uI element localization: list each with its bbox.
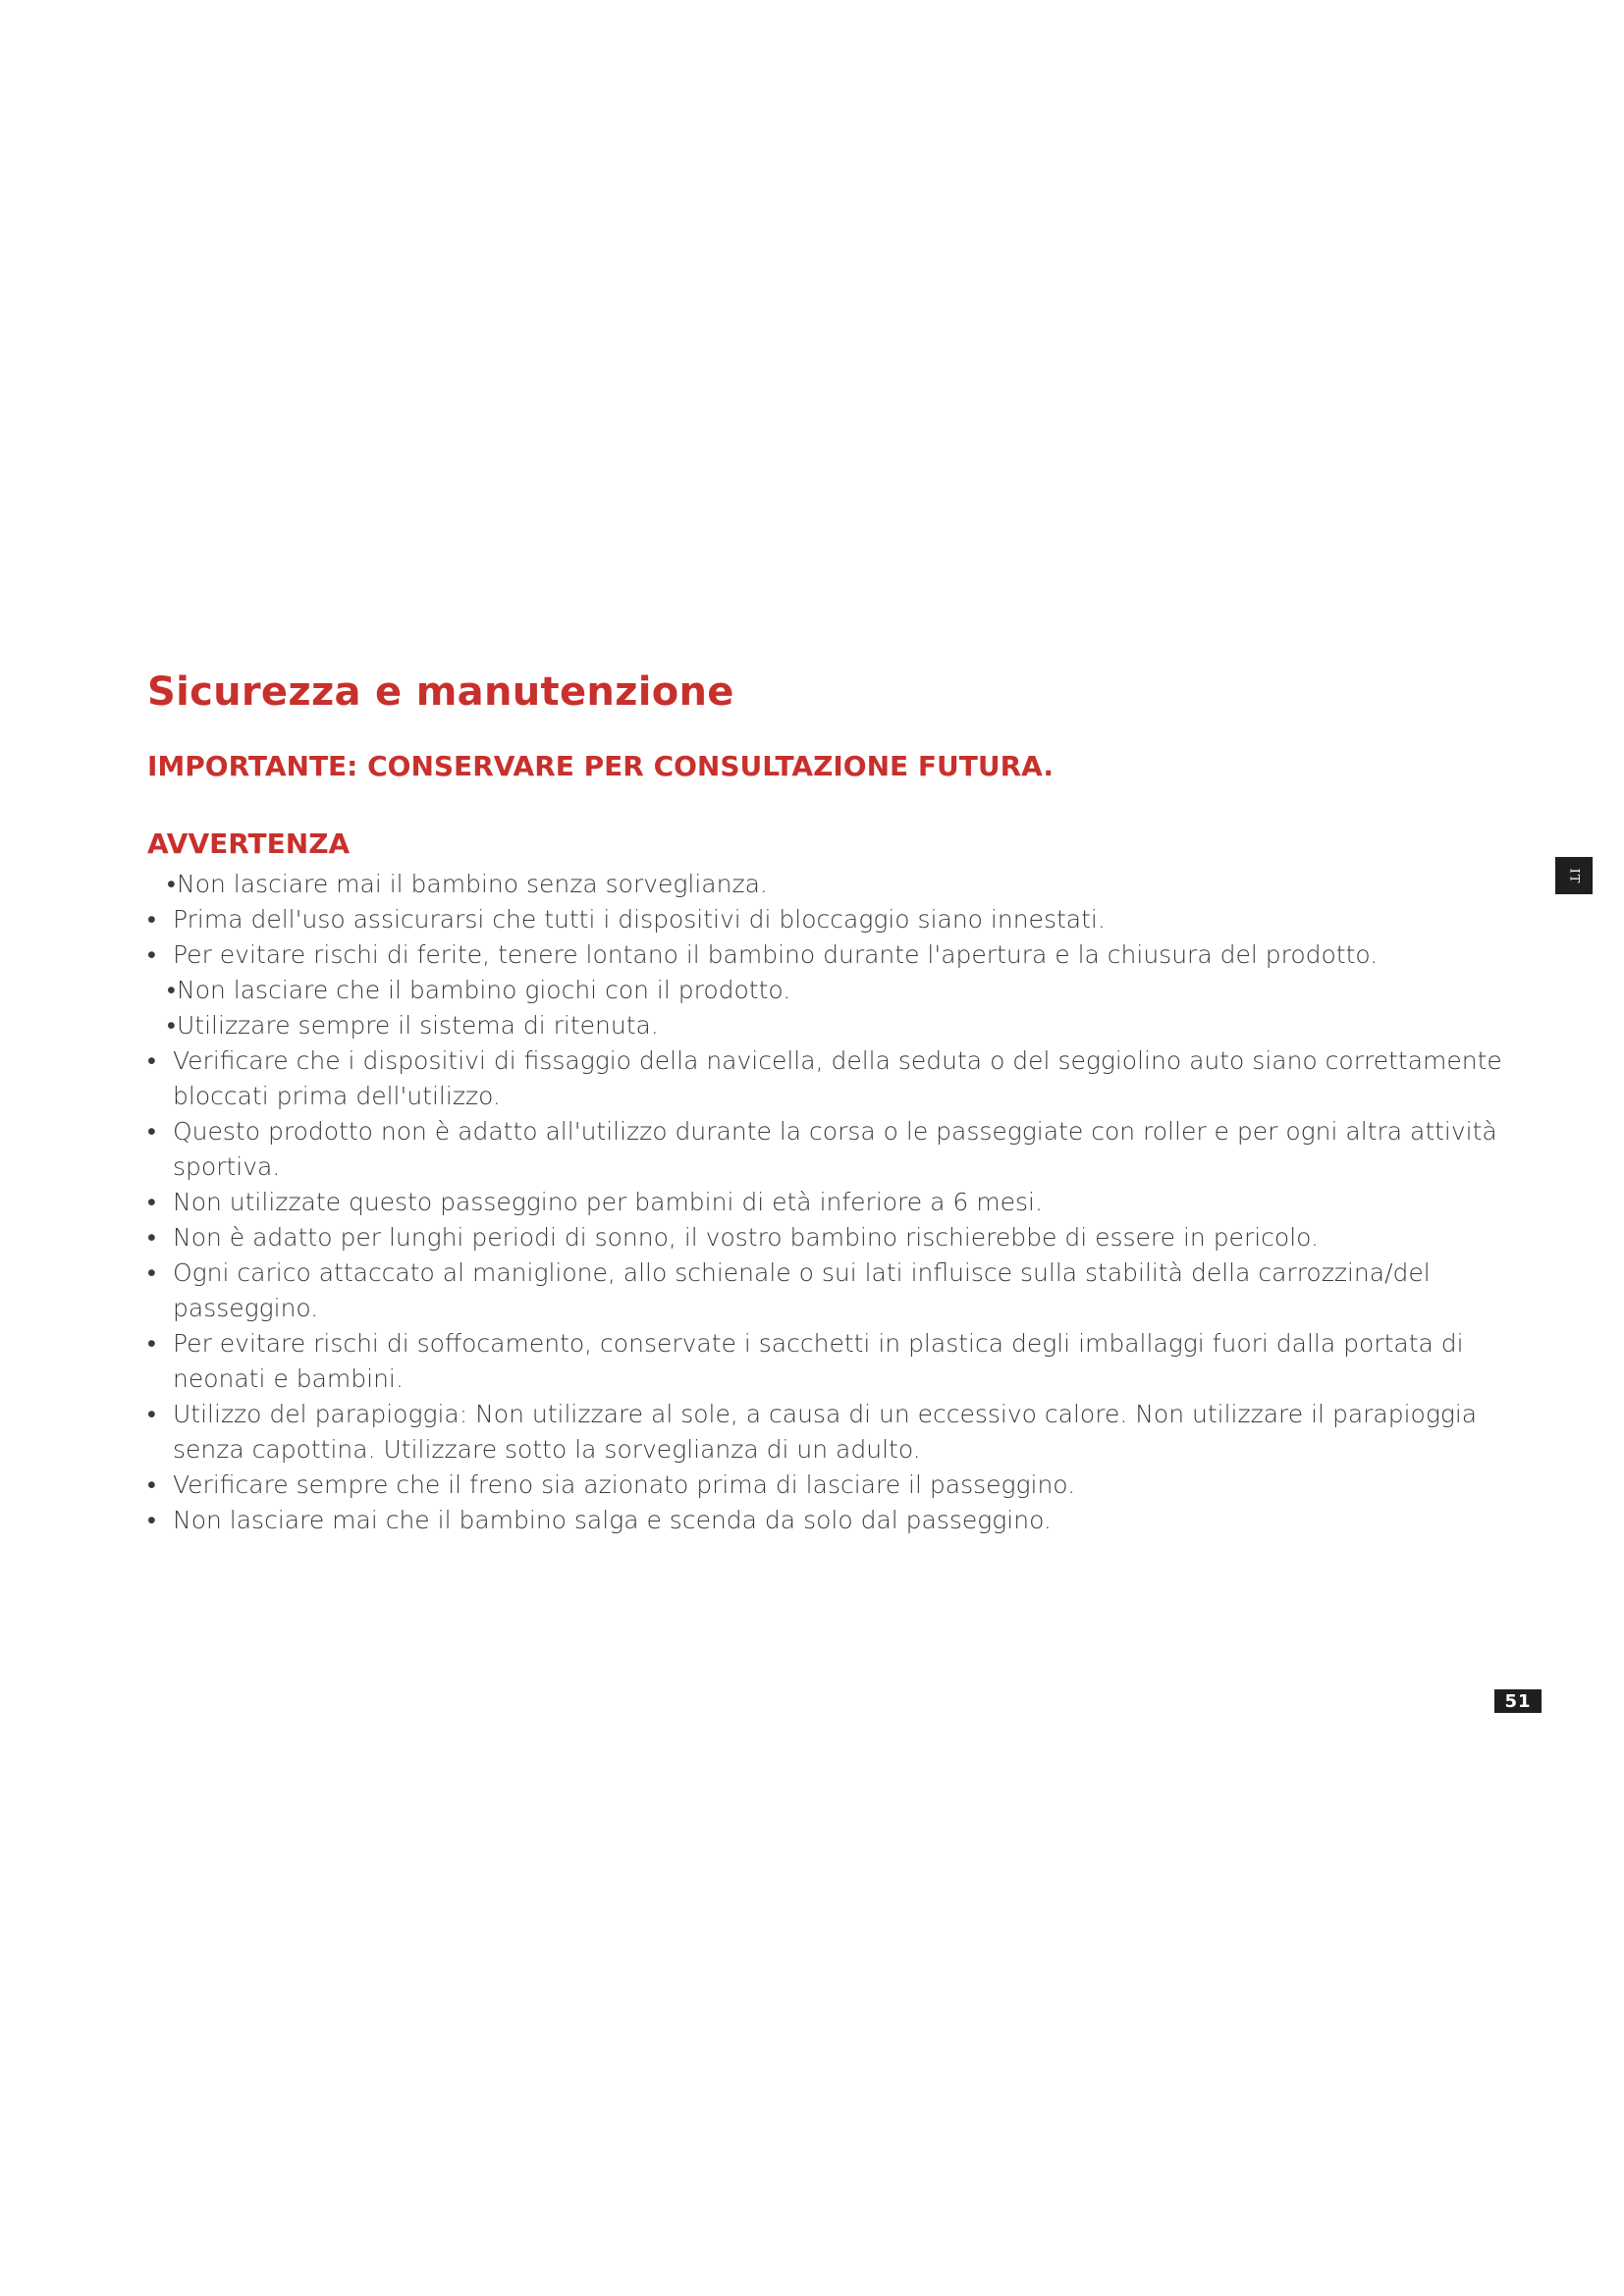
- list-item-text: Non utilizzate questo passeggino per bambini di età inferiore a 6 mesi.: [173, 1188, 1043, 1216]
- bullet-icon: •: [147, 1046, 156, 1075]
- list-item-text: Verificare sempre che il freno sia azionato prima di lasciare il passeggino.: [173, 1470, 1076, 1499]
- warning-list: [147, 867, 1502, 1538]
- list-item: [147, 1185, 1502, 1220]
- list-item-text: Non è adatto per lunghi periodi di sonno, il vostro bambino rischierebbe di essere in pericolo.: [173, 1223, 1319, 1252]
- bullet-icon: •: [147, 1400, 156, 1428]
- list-item-text: Non lasciare mai il bambino senza sorveglianza.: [177, 870, 768, 898]
- bullet-icon: •: [147, 1258, 156, 1287]
- bullet-icon: •: [147, 1470, 156, 1499]
- page-number: 51: [1494, 1689, 1542, 1713]
- warning-heading: AVVERTENZA: [147, 828, 351, 860]
- list-item-text: Per evitare rischi di soffocamento, conservate i sacchetti in plastica degli imballaggi fuori dalla portata di neonati e bambini.: [173, 1329, 1464, 1393]
- list-item-text: Non lasciare che il bambino giochi con il prodotto.: [177, 976, 791, 1004]
- list-item: [147, 1503, 1502, 1538]
- language-tab: [1555, 857, 1593, 894]
- list-item: [147, 867, 1502, 902]
- list-item-text: Utilizzare sempre il sistema di ritenuta.: [177, 1011, 659, 1040]
- list-item-text: Non lasciare mai che il bambino salga e scenda da solo dal passeggino.: [173, 1506, 1052, 1534]
- bullet-icon: •: [147, 1329, 156, 1358]
- list-item: [147, 1255, 1502, 1326]
- bullet-icon: •: [147, 1506, 156, 1534]
- list-item-text: Utilizzo del parapioggia: Non utilizzare al sole, a causa di un eccessivo calore. Non utilizzare il parapioggia senza capottina. Utilizzare sotto la sorveglianza di un adulto.: [173, 1400, 1478, 1464]
- bullet-icon: •: [167, 870, 176, 898]
- bullet-icon: •: [167, 1011, 176, 1040]
- bullet-icon: •: [147, 1223, 156, 1252]
- list-item: [147, 1468, 1502, 1503]
- list-item-text: Prima dell'uso assicurarsi che tutti i dispositivi di bloccaggio siano innestati.: [173, 905, 1106, 934]
- bullet-icon: •: [147, 905, 156, 934]
- list-item: [147, 1220, 1502, 1255]
- list-item: [147, 1114, 1502, 1185]
- bullet-icon: •: [147, 1188, 156, 1216]
- list-item: [147, 1397, 1502, 1468]
- list-item-text: Per evitare rischi di ferite, tenere lontano il bambino durante l'apertura e la chiusura del prodotto.: [173, 940, 1379, 969]
- list-item: [147, 1326, 1502, 1397]
- bullet-icon: •: [147, 940, 156, 969]
- language-tab-label: IT: [1566, 868, 1582, 883]
- list-item: [147, 1008, 1502, 1043]
- list-item-text: Verificare che i dispositivi di fissaggio della navicella, della seduta o del seggiolino auto siano correttamente bloccati prima dell'utilizzo.: [173, 1046, 1502, 1110]
- list-item: [147, 973, 1502, 1008]
- list-item-text: Ogni carico attaccato al maniglione, allo schienale o sui lati influisce sulla stabilità della carrozzina/del passeggino.: [173, 1258, 1431, 1322]
- list-item: [147, 1043, 1502, 1114]
- list-item-text: Questo prodotto non è adatto all'utilizzo durante la corsa o le passeggiate con roller e per ogni altra attività sportiva.: [173, 1117, 1497, 1181]
- important-notice: IMPORTANTE: CONSERVARE PER CONSULTAZIONE FUTURA.: [147, 750, 1054, 782]
- list-item: [147, 937, 1502, 973]
- list-item: [147, 902, 1502, 937]
- bullet-icon: •: [167, 976, 176, 1004]
- page-title: Sicurezza e manutenzione: [147, 669, 734, 715]
- bullet-icon: •: [147, 1117, 156, 1146]
